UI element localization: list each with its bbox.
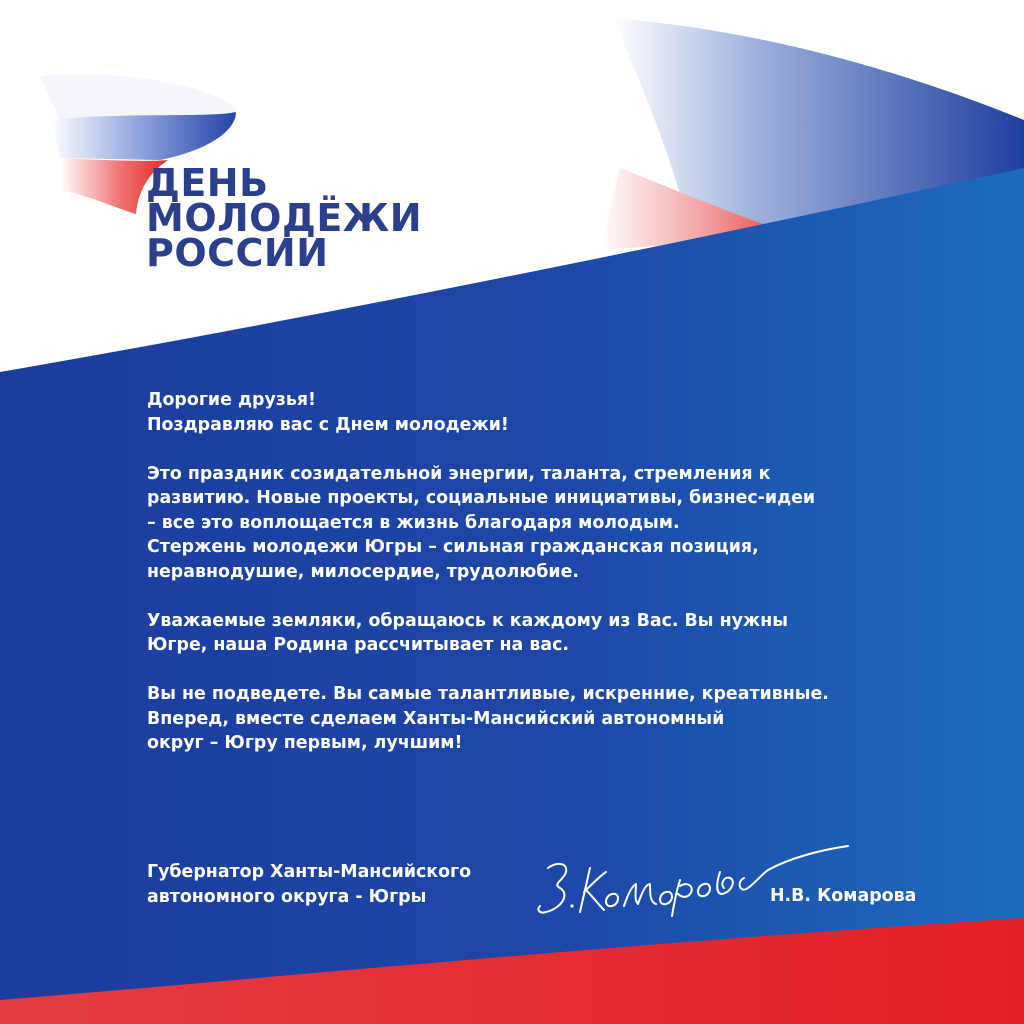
letter-paragraph bbox=[147, 462, 967, 585]
signatory-position bbox=[147, 860, 471, 909]
title-line: РОССИИ bbox=[146, 231, 329, 275]
letter-line: неравнодушие, милосердие, трудолюбие. bbox=[147, 561, 580, 582]
letter-line: округ – Югру первым, лучшим! bbox=[147, 733, 463, 753]
letter-paragraph bbox=[147, 609, 967, 658]
letter-line: Это праздник созидательной энергии, таланта, стремления к bbox=[147, 463, 771, 484]
letter-line: Поздравляю вас с Днем молодежи! bbox=[147, 414, 509, 435]
letter-line: Югре, наша Родина рассчитывает на вас. bbox=[147, 635, 570, 655]
title-line: ДЕНЬ bbox=[146, 161, 269, 205]
greeting-paragraph bbox=[147, 388, 967, 437]
position-line: автономного округа - Югры bbox=[147, 886, 427, 907]
position-line: Губернатор Ханты-Мансийского bbox=[147, 862, 472, 882]
letter-line: Стержень молодежи Югры – сильная гражданская позиция, bbox=[147, 537, 759, 557]
event-title bbox=[146, 161, 423, 275]
letter-line: Вы не подведете. Вы самые талантливые, искренние, креативные. bbox=[147, 684, 829, 704]
letter-line: Вперед, вместе сделаем Ханты-Мансийский автономный bbox=[147, 708, 725, 729]
letter-line: Уважаемые земляки, обращаюсь к каждому из Вас. Вы нужны bbox=[147, 610, 788, 631]
letter-line: развитию. Новые проекты, социальные инициативы, бизнес-идеи bbox=[147, 488, 816, 508]
title-line: МОЛОДЁЖИ bbox=[146, 196, 423, 240]
letter-paragraph bbox=[147, 682, 967, 756]
letter-line: Дорогие друзья! bbox=[147, 390, 316, 410]
letter-line: – все это воплощается в жизнь благодаря молодым. bbox=[147, 512, 680, 533]
signatory-name: Н.В. Комарова bbox=[770, 886, 917, 906]
letter-body bbox=[147, 388, 967, 780]
